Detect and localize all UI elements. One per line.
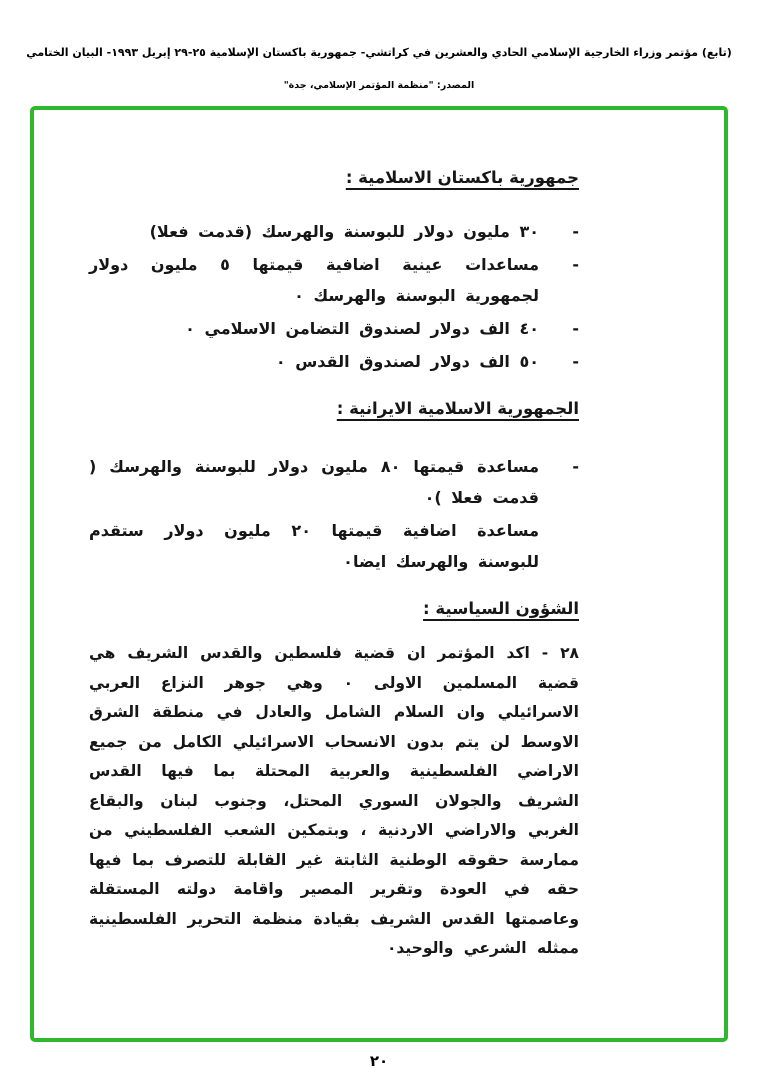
list-item xyxy=(89,216,579,247)
list-item-text: ٥٠ الف دولار لصندوق القدس ٠ xyxy=(275,352,539,371)
list-item-text: مساعدة قيمتها ٨٠ مليون دولار للبوسنة والهرسك ( قدمت فعلا )٠ xyxy=(89,457,539,507)
section-heading-political-affairs: الشؤون السياسية : xyxy=(423,599,579,618)
dash-bullet: - xyxy=(572,319,579,338)
list-item xyxy=(89,451,579,513)
section-pakistan xyxy=(89,166,579,377)
dash-bullet: - xyxy=(572,255,579,274)
list-item xyxy=(89,346,579,377)
dash-bullet: - xyxy=(572,352,579,371)
list-item-text: ٤٠ الف دولار لصندوق التضامن الاسلامي ٠ xyxy=(185,319,539,338)
page-number: ٢٠ xyxy=(369,1052,389,1070)
section-iran xyxy=(89,397,579,577)
dash-bullet: - xyxy=(572,222,579,241)
section-political-affairs xyxy=(89,597,579,964)
list-item xyxy=(89,515,579,577)
list-item-text: مساعدة اضافية قيمتها ٢٠ مليون دولار ستقدم للبوسنة والهرسك ايضا٠ xyxy=(89,521,539,571)
dash-bullet: - xyxy=(572,457,579,476)
document-header-title: (تابع) مؤتمر وزراء الخارجية الإسلامي الحادي والعشرين في كراتشي- جمهورية باكستان الإسلامية ٢٥-٢٩ إبريل ١٩٩٣- البيان الختامي xyxy=(26,46,732,59)
list-item xyxy=(89,249,579,311)
section-heading-pakistan: جمهورية باكستان الاسلامية : xyxy=(345,168,579,187)
political-affairs-paragraph: ٢٨ - اكد المؤتمر ان قضية فلسطين والقدس الشريف هي قضية المسلمين الاولى ٠ وهي جوهر النزاع العربي الاسرائيلي وان السلام الشامل والعادل في منطقة الشرق الاوسط لن يتم بدون الانسحاب الاسرائيلي الكامل من جميع الاراضي الفلسطينية والعربية المحتلة بما فيها القدس الشريف والجولان السوري المحتل، وجنوب لبنان والبقاع الغربي والاراضي الاردنية ، وبتمكين الشعب الفلسطيني من ممارسة حقوقه الوطنية الثابتة غير القابلة للتصرف بما فيها حقه في العودة وتقرير المصير واقامة دولته المستقلة وعاصمتها القدس الشريف بقيادة منظمة التحرير الفلسطينية ممثله الشرعي والوحيد٠ xyxy=(89,644,579,957)
document-source-line: المصدر: "منظمة المؤتمر الإسلامي، جدة" xyxy=(283,80,475,91)
list-item-text: مساعدات عينية اضافية قيمتها ٥ مليون دولار لجمهورية البوسنة والهرسك ٠ xyxy=(89,255,540,305)
scanned-page-frame xyxy=(30,106,728,1042)
dash-bullet xyxy=(539,515,579,577)
section-heading-iran: الجمهورية الاسلامية الايرانية : xyxy=(336,399,579,418)
scanned-page-content xyxy=(89,166,579,984)
list-item xyxy=(89,313,579,344)
list-item-text: ٣٠ مليون دولار للبوسنة والهرسك (قدمت فعلا) xyxy=(149,222,539,241)
